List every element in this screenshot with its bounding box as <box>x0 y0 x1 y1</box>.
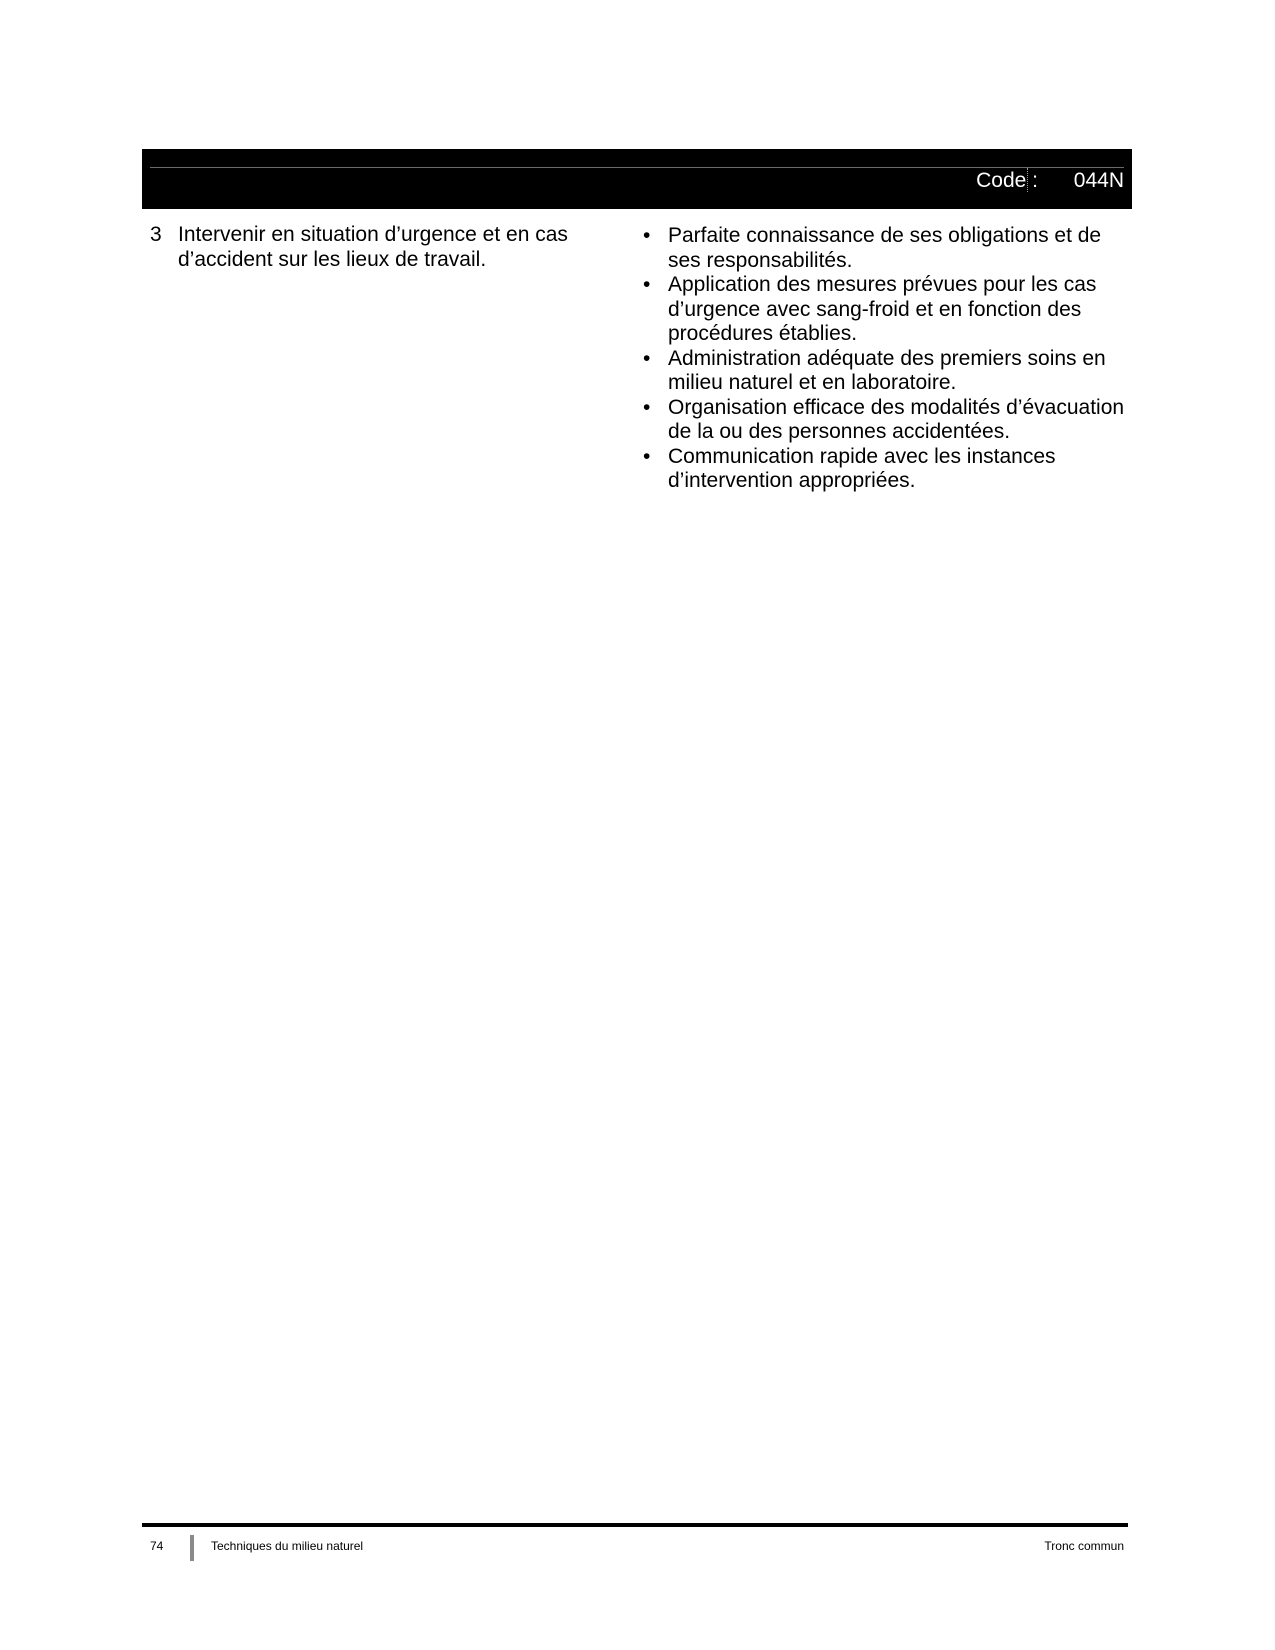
criteria-item-text: Administration adéquate des premiers soins en milieu naturel et en laboratoire. <box>668 346 1106 394</box>
bullet-icon: • <box>643 444 651 468</box>
code-value: 044N <box>1073 169 1124 192</box>
bullet-icon: • <box>643 224 651 247</box>
criteria-item-text: Application des mesures prévues pour les cas d’urgence avec sang-froid et en fonction des procédures établies. <box>668 273 1097 345</box>
element-number: 3 <box>150 223 162 246</box>
footer-divider <box>190 1535 194 1561</box>
footer-rule <box>142 1523 1128 1527</box>
criteria-list <box>640 224 1130 494</box>
section-title: Tronc commun <box>1044 1539 1124 1553</box>
bullet-icon: • <box>643 395 651 419</box>
criteria-item <box>640 273 1130 347</box>
criteria-item-text: Parfaite connaissance de ses obligations et de ses responsabilités. <box>668 224 1102 272</box>
bullet-icon: • <box>643 273 651 296</box>
code-divider <box>1027 168 1028 192</box>
criteria-item <box>640 396 1130 445</box>
criteria-column <box>640 224 1130 494</box>
element-text: Intervenir en situation d’urgence et en cas d’accident sur les lieux de travail. <box>178 223 568 271</box>
header-band <box>142 149 1132 209</box>
page-number: 74 <box>150 1539 164 1553</box>
bullet-icon: • <box>643 346 651 370</box>
criteria-item <box>640 347 1130 396</box>
criteria-item-text: Organisation efficace des modalités d’évacuation de la ou des personnes accidentées. <box>668 395 1125 443</box>
program-title: Techniques du milieu naturel <box>211 1539 364 1553</box>
criteria-item-text: Communication rapide avec les instances d’intervention appropriées. <box>668 444 1056 492</box>
criteria-item <box>640 445 1130 494</box>
criteria-item <box>640 224 1130 273</box>
code-label: Code : <box>976 169 1038 192</box>
